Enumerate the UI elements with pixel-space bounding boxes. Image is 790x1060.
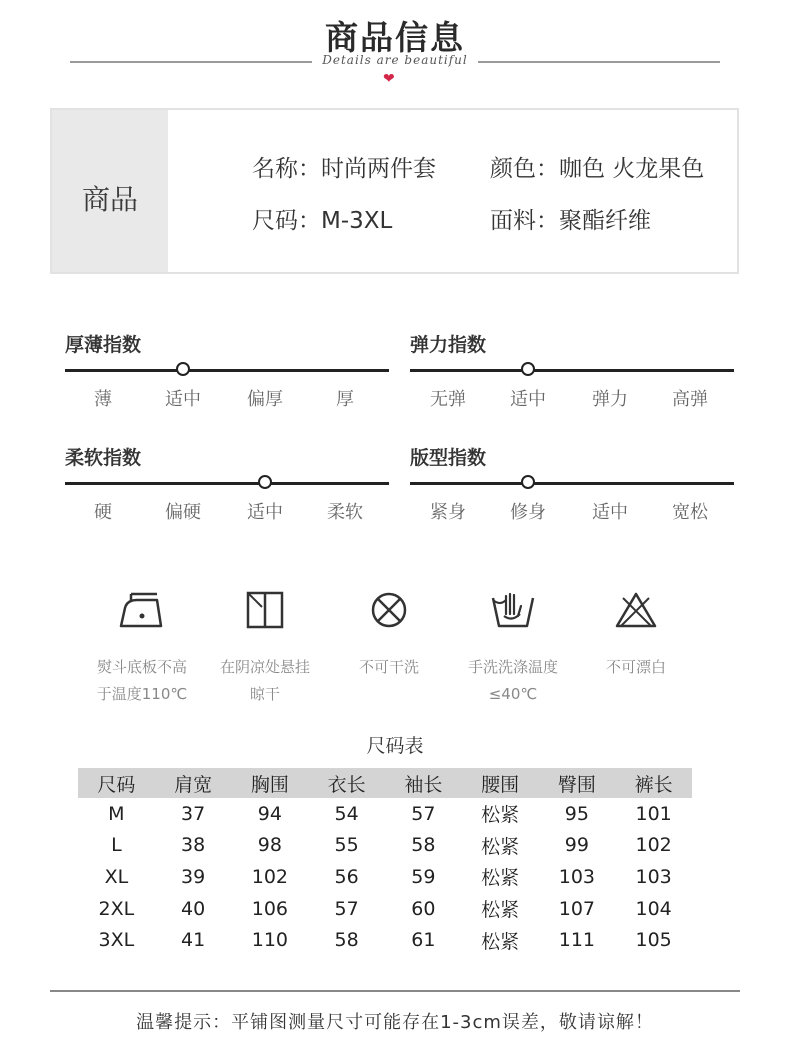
care-text-line1: 手洗洗涤温度 bbox=[467, 658, 558, 676]
thickness-index bbox=[65, 330, 389, 410]
product-label-area bbox=[52, 110, 168, 272]
slider-option: 弹力 bbox=[592, 389, 628, 410]
table-cell: 103 bbox=[635, 865, 672, 888]
care-text-line1: 在阴凉处悬挂 bbox=[219, 658, 310, 676]
slider-option: 薄 bbox=[94, 389, 112, 410]
care-text-line2: 于温度110℃ bbox=[96, 685, 188, 703]
product-name: 名称：时尚两件套 bbox=[252, 156, 436, 182]
table-cell: 106 bbox=[251, 897, 288, 920]
table-cell: 3XL bbox=[98, 929, 135, 952]
table-cell: 102 bbox=[635, 834, 672, 857]
care-text-line2: ≤40℃ bbox=[488, 685, 538, 703]
table-cell: 111 bbox=[558, 929, 595, 952]
slider-option: 偏厚 bbox=[247, 389, 283, 410]
slider-option: 适中 bbox=[247, 502, 283, 523]
table-cell: 39 bbox=[181, 865, 206, 888]
care-item-no-bleach bbox=[576, 590, 696, 681]
slider-option: 高弹 bbox=[672, 389, 708, 410]
slider-option: 紧身 bbox=[430, 502, 466, 523]
product-color: 颜色：咖色 火龙果色 bbox=[490, 156, 705, 182]
hang-dry-shade-icon bbox=[240, 590, 290, 632]
product-info-box bbox=[50, 108, 739, 274]
size-table-header-row bbox=[78, 768, 692, 798]
table-cell: L bbox=[111, 834, 122, 857]
header-subtitle: Details are beautiful bbox=[322, 53, 468, 67]
column-header: 肩宽 bbox=[155, 768, 232, 798]
slider-title: 柔软指数 bbox=[65, 447, 142, 469]
iron-icon bbox=[117, 590, 167, 632]
table-cell: 37 bbox=[181, 802, 206, 825]
size-table bbox=[78, 768, 692, 956]
slider-option: 适中 bbox=[592, 502, 628, 523]
table-cell: 松紧 bbox=[481, 804, 520, 827]
column-header: 裤长 bbox=[615, 768, 692, 798]
care-text-line1: 熨斗底板不高 bbox=[96, 658, 187, 676]
column-header: 袖长 bbox=[385, 768, 462, 798]
slider-option: 适中 bbox=[510, 389, 546, 410]
slider-knob bbox=[258, 475, 272, 489]
table-cell: 101 bbox=[635, 802, 672, 825]
footer-tip: 温馨提示：平铺图测量尺寸可能存在1-3cm误差，敬请谅解！ bbox=[136, 1012, 654, 1033]
care-item-no-dry-clean bbox=[329, 590, 449, 681]
table-cell: 54 bbox=[334, 802, 359, 825]
table-cell: 松紧 bbox=[481, 835, 520, 858]
care-text-line1: 不可干洗 bbox=[358, 658, 419, 676]
table-cell: 38 bbox=[181, 834, 206, 857]
slider-option: 柔软 bbox=[327, 502, 363, 523]
slider-option: 偏硬 bbox=[165, 502, 201, 523]
no-dry-clean-icon bbox=[364, 590, 414, 632]
slider-option: 宽松 bbox=[672, 502, 708, 523]
slider-track bbox=[410, 482, 734, 485]
table-row bbox=[78, 924, 692, 956]
table-cell: 105 bbox=[635, 929, 672, 952]
softness-index bbox=[65, 443, 389, 523]
slider-knob bbox=[521, 362, 535, 376]
column-header: 腰围 bbox=[462, 768, 539, 798]
table-row bbox=[78, 798, 692, 830]
slider-knob bbox=[521, 475, 535, 489]
table-cell: 60 bbox=[411, 897, 436, 920]
column-header: 衣长 bbox=[308, 768, 385, 798]
table-cell: 104 bbox=[635, 897, 672, 920]
table-cell: 102 bbox=[251, 865, 288, 888]
slider-option: 硬 bbox=[94, 502, 112, 523]
table-cell: 41 bbox=[181, 929, 206, 952]
slider-option: 修身 bbox=[510, 502, 546, 523]
care-item-iron bbox=[82, 590, 202, 708]
column-header: 胸围 bbox=[232, 768, 309, 798]
care-item-hang-dry bbox=[205, 590, 325, 708]
table-cell: 58 bbox=[411, 834, 436, 857]
table-cell: 56 bbox=[334, 865, 359, 888]
size-table-title: 尺码表 bbox=[366, 735, 424, 757]
table-cell: 107 bbox=[558, 897, 595, 920]
care-item-hand-wash bbox=[453, 590, 573, 708]
slider-option: 厚 bbox=[336, 389, 354, 410]
slider-track bbox=[65, 482, 389, 485]
slider-title: 版型指数 bbox=[410, 447, 487, 469]
care-text-line2: 晾干 bbox=[249, 685, 280, 703]
column-header: 尺码 bbox=[78, 768, 155, 798]
heart-icon: ❤ bbox=[383, 71, 395, 87]
table-row bbox=[78, 893, 692, 925]
table-cell: 95 bbox=[564, 802, 589, 825]
table-row bbox=[78, 861, 692, 893]
hand-wash-icon bbox=[488, 590, 538, 632]
table-cell: 40 bbox=[181, 897, 206, 920]
table-cell: 103 bbox=[558, 865, 595, 888]
header bbox=[0, 0, 790, 100]
slider-option: 无弹 bbox=[430, 389, 466, 410]
elasticity-index bbox=[410, 330, 734, 410]
table-cell: 98 bbox=[257, 834, 282, 857]
table-cell: 松紧 bbox=[481, 867, 520, 890]
table-cell: 58 bbox=[334, 929, 359, 952]
column-header: 臀围 bbox=[539, 768, 616, 798]
care-text-line1: 不可漂白 bbox=[605, 658, 666, 676]
product-fabric: 面料：聚酯纤维 bbox=[490, 208, 651, 234]
slider-title: 弹力指数 bbox=[410, 334, 487, 356]
table-cell: 57 bbox=[411, 802, 436, 825]
table-cell: M bbox=[108, 802, 125, 825]
table-cell: 94 bbox=[257, 802, 282, 825]
table-cell: 99 bbox=[564, 834, 589, 857]
table-cell: 松紧 bbox=[481, 930, 520, 953]
table-row bbox=[78, 830, 692, 862]
product-label: 商品 bbox=[81, 183, 138, 216]
slider-track bbox=[65, 369, 389, 372]
footer-divider bbox=[50, 990, 740, 992]
table-cell: 61 bbox=[411, 929, 436, 952]
table-cell: 110 bbox=[251, 929, 288, 952]
page-title: 商品信息 bbox=[325, 18, 465, 57]
table-cell: 57 bbox=[334, 897, 359, 920]
table-cell: XL bbox=[104, 865, 129, 888]
slider-knob bbox=[176, 362, 190, 376]
product-size: 尺码：M-3XL bbox=[252, 208, 393, 234]
table-cell: 2XL bbox=[98, 897, 135, 920]
fit-index bbox=[410, 443, 734, 523]
slider-title: 厚薄指数 bbox=[65, 334, 142, 356]
no-bleach-icon bbox=[611, 590, 661, 632]
table-cell: 59 bbox=[411, 865, 436, 888]
table-cell: 55 bbox=[334, 834, 359, 857]
slider-option: 适中 bbox=[165, 389, 201, 410]
table-cell: 松紧 bbox=[481, 899, 520, 922]
slider-track bbox=[410, 369, 734, 372]
